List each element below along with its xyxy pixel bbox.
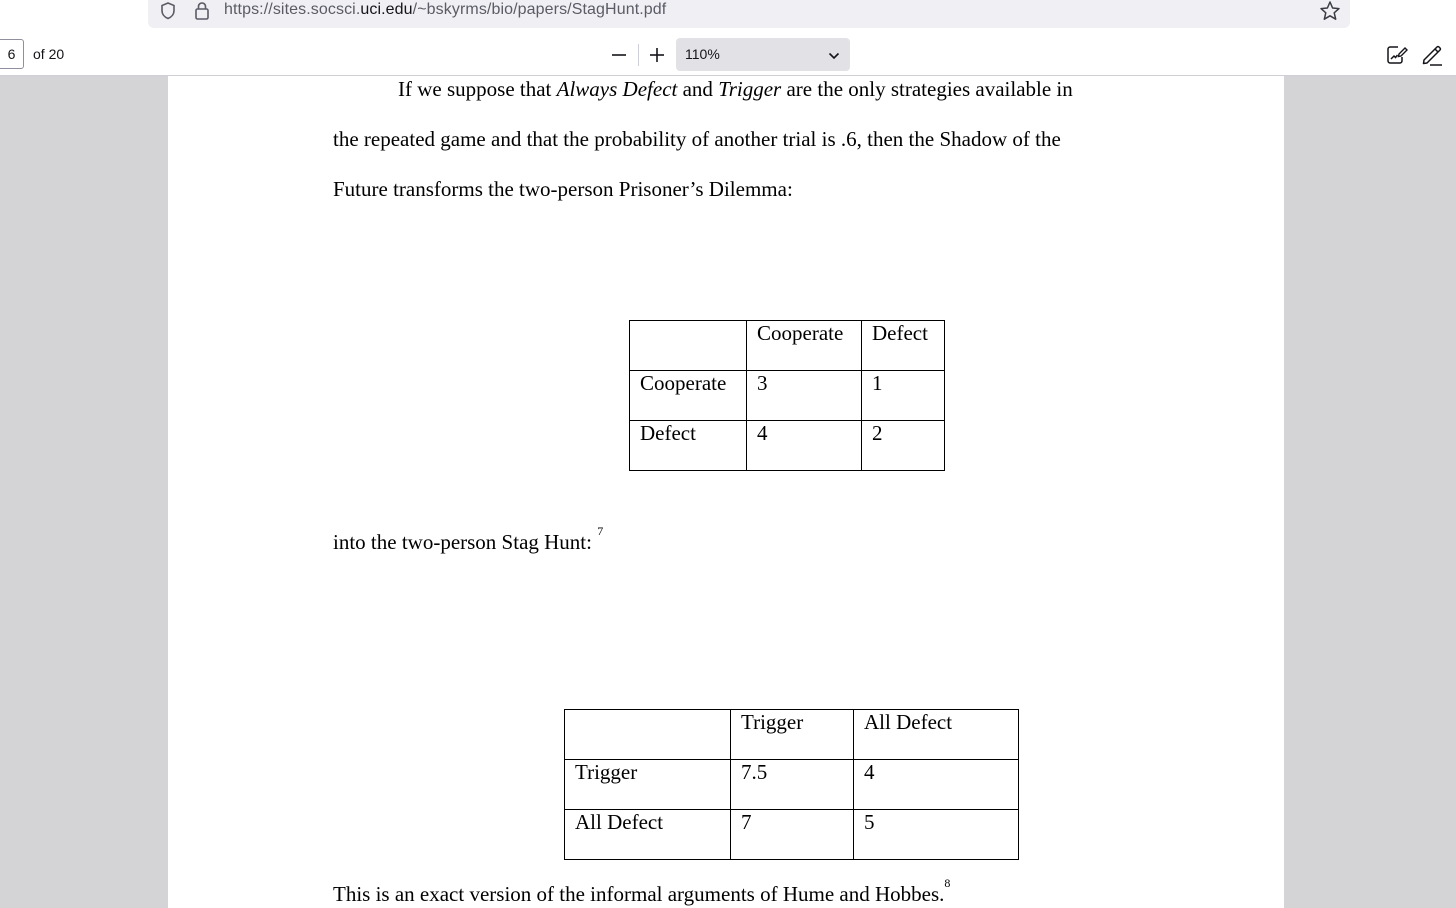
table-row [565, 760, 1019, 810]
table-row [630, 371, 945, 421]
table-col-header: Defect [862, 321, 945, 371]
table-col-header: All Defect [854, 710, 1019, 760]
table-row [630, 421, 945, 471]
paragraph-line: Future transforms the two-person Prisoner’s Dilemma: [333, 177, 793, 201]
text-run: are the only strategies available in [781, 77, 1073, 101]
table-corner-cell [630, 321, 747, 371]
table-row-header: All Defect [565, 810, 731, 860]
bookmark-star-icon[interactable] [1318, 0, 1342, 22]
chevron-down-icon [827, 49, 841, 61]
table-row-header: Cooperate [630, 371, 747, 421]
pdf-toolbar [0, 34, 1456, 76]
tracking-protection-shield-icon[interactable] [158, 1, 178, 21]
pdf-page [168, 76, 1284, 908]
table-col-header: Trigger [731, 710, 854, 760]
paragraph-line [333, 524, 604, 555]
table-cell: 5 [854, 810, 1019, 860]
table-col-header: Cooperate [747, 321, 862, 371]
text-run: If we suppose that [398, 77, 557, 101]
footnote-marker[interactable]: 7 [597, 524, 604, 538]
table-cell: 7.5 [731, 760, 854, 810]
table-row-header: Defect [630, 421, 747, 471]
table-cell: 1 [862, 371, 945, 421]
url-text[interactable] [224, 1, 666, 19]
zoom-in-button[interactable] [646, 43, 668, 65]
paragraph-line: the repeated game and that the probability of another trial is .6, then the Shadow of the [333, 127, 1061, 151]
draw-pen-icon[interactable] [1420, 43, 1444, 67]
footnote-marker[interactable]: 8 [944, 876, 951, 890]
table-cell: 2 [862, 421, 945, 471]
table-cell: 7 [731, 810, 854, 860]
page-number-input[interactable]: 6 [0, 39, 24, 69]
zoom-value: 110% [685, 46, 720, 62]
text-run: This is an exact version of the informal arguments of Hume and Hobbes. [333, 882, 945, 906]
url-domain: uci.edu [360, 1, 413, 18]
table-cell: 3 [747, 371, 862, 421]
table-cell: 4 [747, 421, 862, 471]
zoom-select[interactable] [676, 38, 850, 71]
table-header-row [630, 321, 945, 371]
table-row [565, 810, 1019, 860]
paragraph-line [398, 77, 1073, 102]
italic-term-trigger: Trigger [718, 77, 782, 101]
text-edit-icon[interactable] [1384, 43, 1408, 67]
zoom-separator [638, 44, 639, 66]
url-path: /~bskyrms/bio/papers/StagHunt.pdf [412, 1, 667, 18]
table-row-header: Trigger [565, 760, 731, 810]
italic-term-always-defect: Always Defect [556, 77, 678, 101]
page-count-label: of 20 [33, 46, 65, 62]
text-run: and [677, 77, 719, 101]
paragraph-line [333, 876, 951, 907]
table-corner-cell [565, 710, 731, 760]
zoom-out-button[interactable] [608, 43, 630, 65]
text-run: into the two-person Stag Hunt: [333, 530, 598, 554]
table-header-row [565, 710, 1019, 760]
prisoners-dilemma-table [629, 320, 945, 471]
lock-icon[interactable] [192, 0, 212, 22]
stag-hunt-table [564, 709, 1019, 860]
table-cell: 4 [854, 760, 1019, 810]
url-prefix: https://sites.socsci. [224, 1, 361, 18]
